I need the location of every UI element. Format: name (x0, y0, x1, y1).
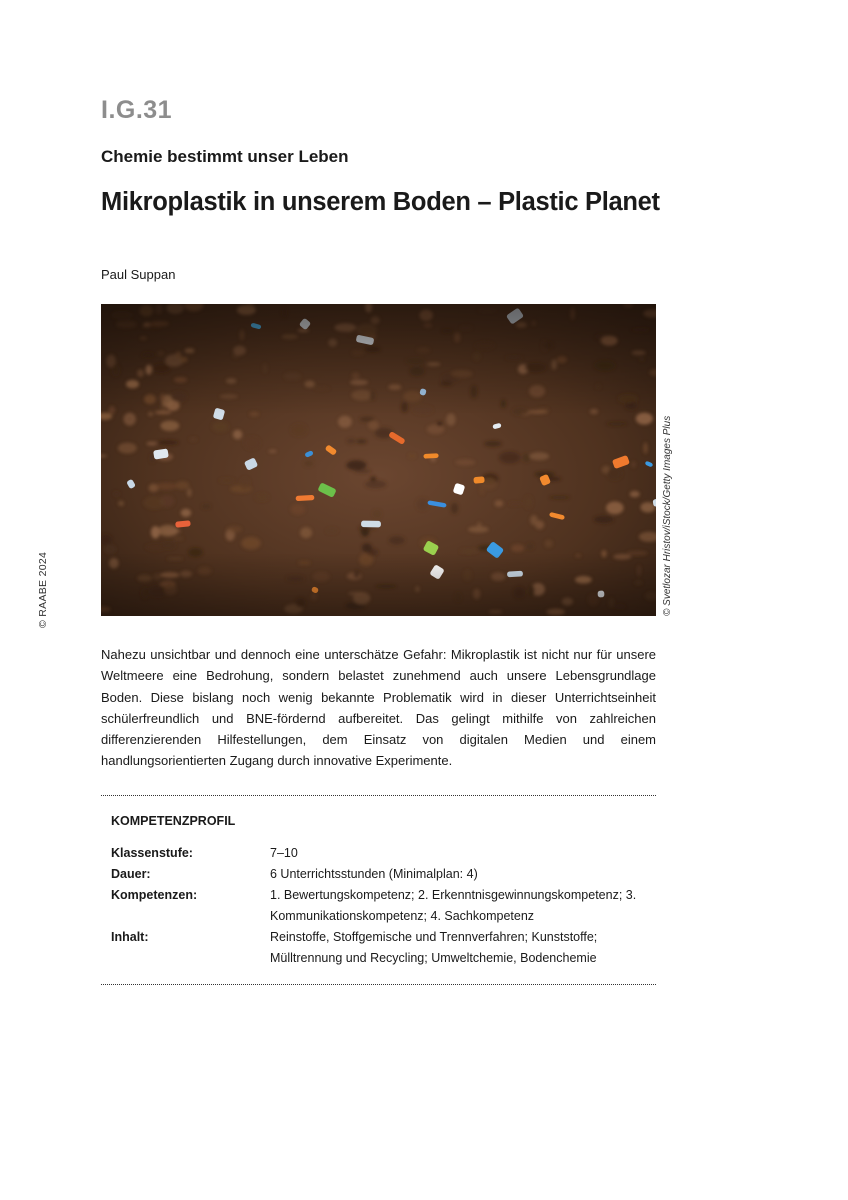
divider-top (101, 795, 656, 796)
soil-microplastic-photo (101, 304, 656, 616)
photo-credit: © Svetlozar Hristov/iStock/Getty Images Plus (662, 415, 673, 616)
page-title: Mikroplastik in unserem Boden – Plastic Planet (101, 188, 660, 216)
profile-label: Dauer: (111, 867, 151, 881)
intro-paragraph: Nahezu unsichtbar und dennoch eine unterschätze Gefahr: Mikroplastik ist nicht nur für unsere Weltmeere eine Bedrohung, sondern belastet zunehmend auch unsere Lebensgrundlage Boden. Diese bislang noch wenig bekannte Problematik wird in dieser Unterrichtseinheit schülerfreundlich und BNE-fördernd aufbereitet. Das gelingt mithilfe von zahlreichen differenzierenden Hilfestellungen, dem Einsatz von digitalen Medien und einem handlungsorientierten Zugang durch innovative Experimente. (101, 647, 656, 769)
unit-code: I.G.31 (101, 96, 173, 124)
profile-value: Reinstoffe, Stoffgemische und Trennverfahren; Kunststoffe; Mülltrennung und Recycling; Umweltchemie, Bodenchemie (270, 930, 598, 966)
profile-label: Kompetenzen: (111, 888, 198, 902)
profile-label: Klassenstufe: (111, 846, 193, 860)
series-title: Chemie bestimmt unser Leben (101, 147, 349, 166)
profile-value: 7–10 (270, 846, 298, 860)
profile-value: 1. Bewertungskompetenz; 2. Erkenntnisgewinnungskompetenz; 3. Kommunikationskompetenz; 4. Sachkompetenz (270, 888, 637, 924)
divider-bottom (101, 984, 656, 985)
profile-value: 6 Unterrichtsstunden (Minimalplan: 4) (270, 867, 478, 881)
profile-label: Inhalt: (111, 930, 149, 944)
copyright-note: © RAABE 2024 (37, 551, 49, 628)
profile-heading: KOMPETENZPROFIL (111, 814, 236, 828)
author-name: Paul Suppan (101, 267, 176, 282)
